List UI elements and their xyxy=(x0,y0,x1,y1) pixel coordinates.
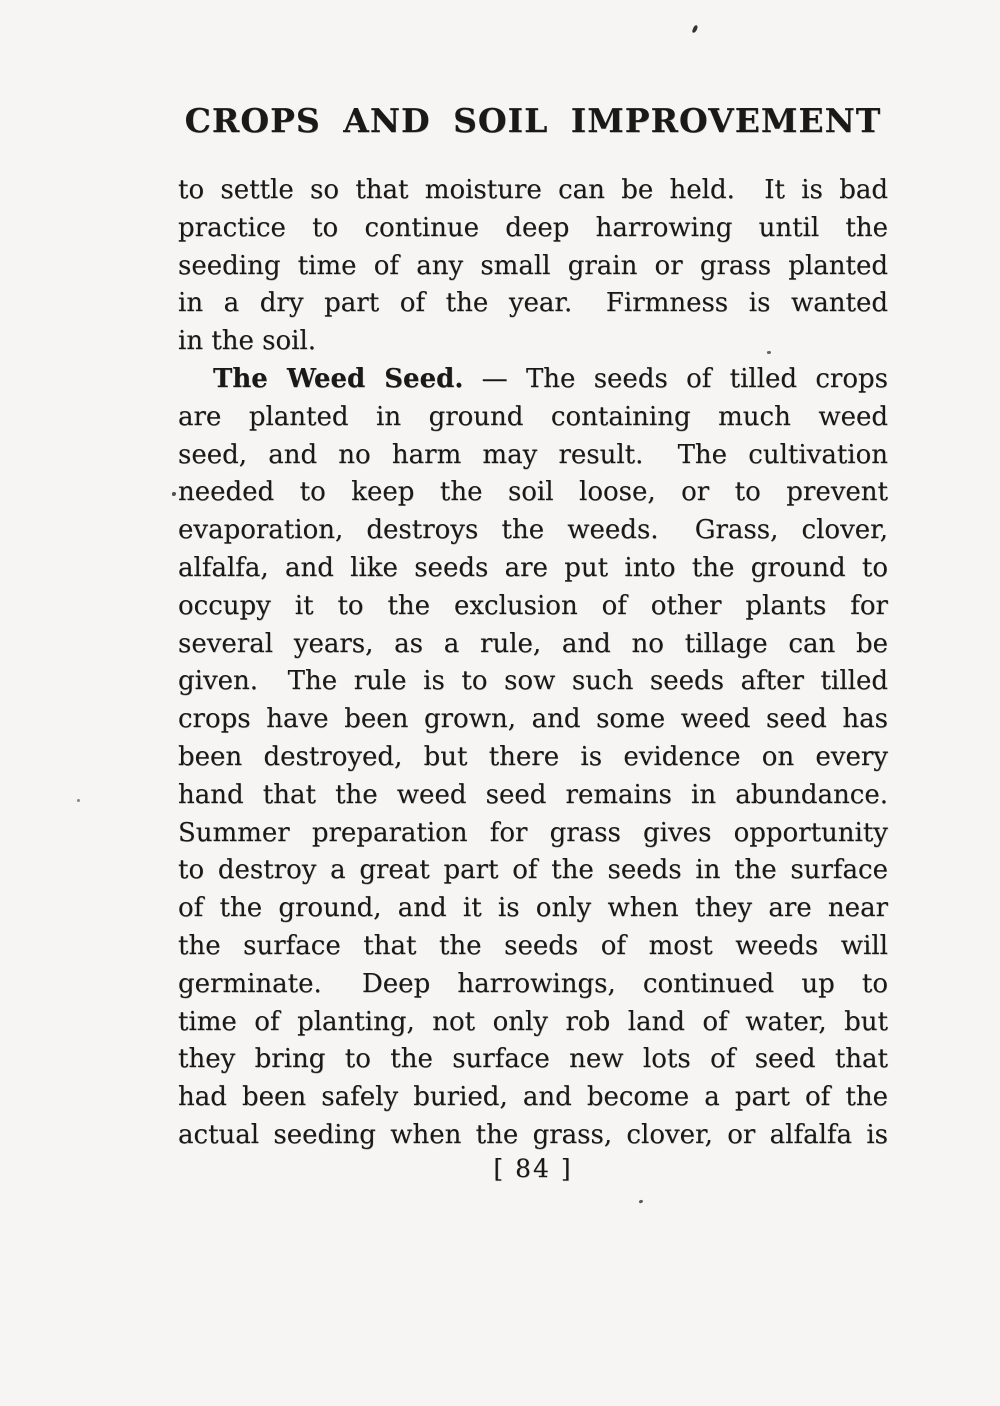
text-line: alfalfa, and like seeds are put into the ground to xyxy=(178,552,888,583)
text-line: germinate. Deep harrowings, continued up to xyxy=(178,968,888,999)
text-line: of the ground, and it is only when they are near xyxy=(178,893,888,924)
text-line: seed, and no harm may result. The cultivation xyxy=(178,439,888,470)
page-title: CROPS AND SOIL IMPROVEMENT xyxy=(184,101,882,140)
paragraph xyxy=(178,172,888,361)
text-line: occupy it to the exclusion of other plants for xyxy=(178,590,888,621)
ink-speck xyxy=(692,25,698,34)
text-line: seeding time of any small grain or grass planted xyxy=(178,250,888,281)
paragraph-lead-bold: The Weed Seed. xyxy=(213,363,464,394)
text-line: in the soil. xyxy=(178,326,317,357)
text-line: had been safely buried, and become a part of the xyxy=(178,1082,888,1113)
page-number: [ 84 ] xyxy=(493,1154,573,1183)
text-line: evaporation, destroys the weeds. Grass, clover, xyxy=(178,515,888,546)
text-line: actual seeding when the grass, clover, or alfalfa is xyxy=(178,1119,888,1150)
text-line: time of planting, not only rob land of water, but xyxy=(178,1006,888,1037)
text-line: to settle so that moisture can be held. It is bad xyxy=(178,175,888,205)
text-line: practice to continue deep harrowing until the xyxy=(178,212,888,243)
ink-speck xyxy=(172,492,176,496)
text-line: given. The rule is to sow such seeds after tilled xyxy=(178,666,888,697)
text-line: been destroyed, but there is evidence on every xyxy=(178,741,888,772)
text-line: they bring to the surface new lots of seed that xyxy=(178,1044,888,1075)
text-line: are planted in ground containing much weed xyxy=(178,401,888,432)
text-line: crops have been grown, and some weed seed has xyxy=(178,704,888,735)
text-line: in a dry part of the year. Firmness is wanted xyxy=(178,288,888,319)
text-line: Summer preparation for grass gives opportunity xyxy=(178,817,888,848)
ink-speck xyxy=(77,799,80,802)
text-line: several years, as a rule, and no tillage can be xyxy=(178,628,888,659)
ink-speck xyxy=(639,1199,644,1203)
text-line: hand that the weed seed remains in abundance. xyxy=(178,779,888,810)
paragraph xyxy=(178,361,888,1155)
text-line: needed to keep the soil loose, or to prevent xyxy=(178,477,888,508)
body-text xyxy=(178,172,888,1155)
text-line: the surface that the seeds of most weeds will xyxy=(178,930,888,961)
text-line: to destroy a great part of the seeds in the surface xyxy=(178,855,888,886)
text-line: The Weed Seed. — The seeds of tilled crops xyxy=(213,363,888,394)
